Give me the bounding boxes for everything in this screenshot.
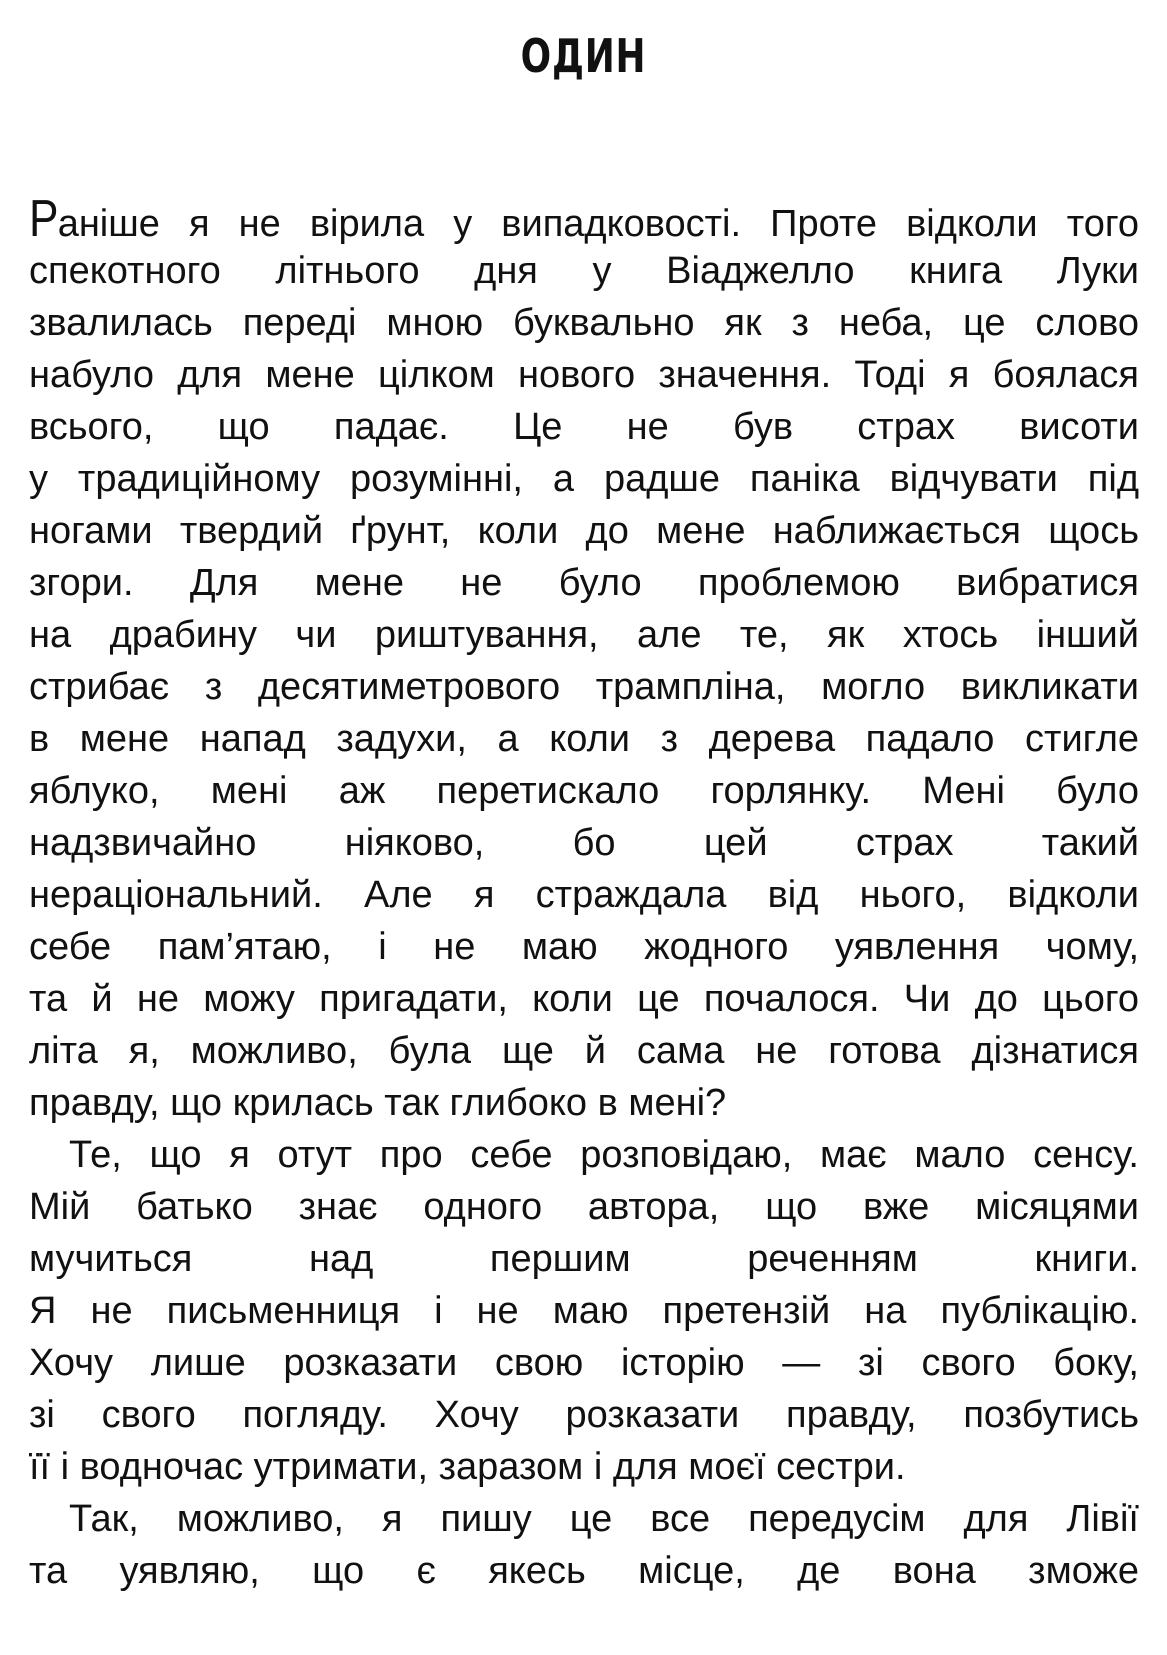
text-line: її і водночас утримати, заразом і для моєї сестри.: [29, 1446, 906, 1488]
text-line: мучиться над першим реченням книги.: [29, 1238, 1139, 1280]
text-line: стрибає з десятиметрового трампліна, могло викликати: [29, 666, 1139, 708]
text-line: себе пам’ятаю, і не маю жодного уявлення чому,: [29, 926, 1139, 968]
text-line: звалилась переді мною буквально як з неба, це слово: [29, 302, 1139, 344]
text-line: Так, можливо, я пишу це все передусім для Лівії: [69, 1498, 1139, 1540]
text-line: нераціональний. Але я страждала від нього, відколи: [29, 874, 1139, 916]
text-line: яблуко, мені аж перетискало горлянку. Мені було: [29, 770, 1139, 812]
text-line: набуло для мене цілком нового значення. Тоді я боялася: [29, 354, 1139, 396]
text-line: зі свого погляду. Хочу розказати правду, позбутись: [29, 1394, 1139, 1436]
text-line: Раніше я не вірила у випадковості. Проте відколи того: [29, 193, 1139, 245]
text-line: Хочу лише розказати свою історію — зі свого боку,: [29, 1342, 1139, 1384]
text-line: спекотного літнього дня у Віаджелло книга Луки: [29, 250, 1139, 292]
drop-cap: Р: [29, 193, 59, 245]
text-line: та уявляю, що є якесь місце, де вона зможе: [29, 1550, 1139, 1592]
text-line: Мій батько знає одного автора, що вже місяцями: [29, 1186, 1139, 1228]
chapter-title: ОДИН: [520, 29, 647, 83]
text-line: на драбину чи риштування, але те, як хтось інший: [29, 614, 1139, 656]
text-line: Те, що я отут про себе розповідаю, має мало сенсу.: [69, 1134, 1139, 1176]
text-line: літа я, можливо, була ще й сама не готова дізнатися: [29, 1030, 1139, 1072]
text-line: правду, що крилась так глибоко в мені?: [29, 1082, 727, 1124]
text-line: Я не письменниця і не маю претензій на публікацію.: [29, 1290, 1139, 1332]
text-line: у традиційному розумінні, а радше паніка відчувати під: [29, 458, 1139, 500]
text-line: згори. Для мене не було проблемою вибратися: [29, 562, 1139, 604]
text-line: в мене напад задухи, а коли з дерева падало стигле: [29, 718, 1139, 760]
text-line: надзвичайно ніяково, бо цей страх такий: [29, 822, 1139, 864]
text-line: та й не можу пригадати, коли це почалося. Чи до цього: [29, 978, 1139, 1020]
text-line: ногами твердий ґрунт, коли до мене наближається щось: [29, 510, 1139, 552]
text-line: всього, що падає. Це не був страх висоти: [29, 406, 1139, 448]
body-text: [29, 193, 1139, 1597]
